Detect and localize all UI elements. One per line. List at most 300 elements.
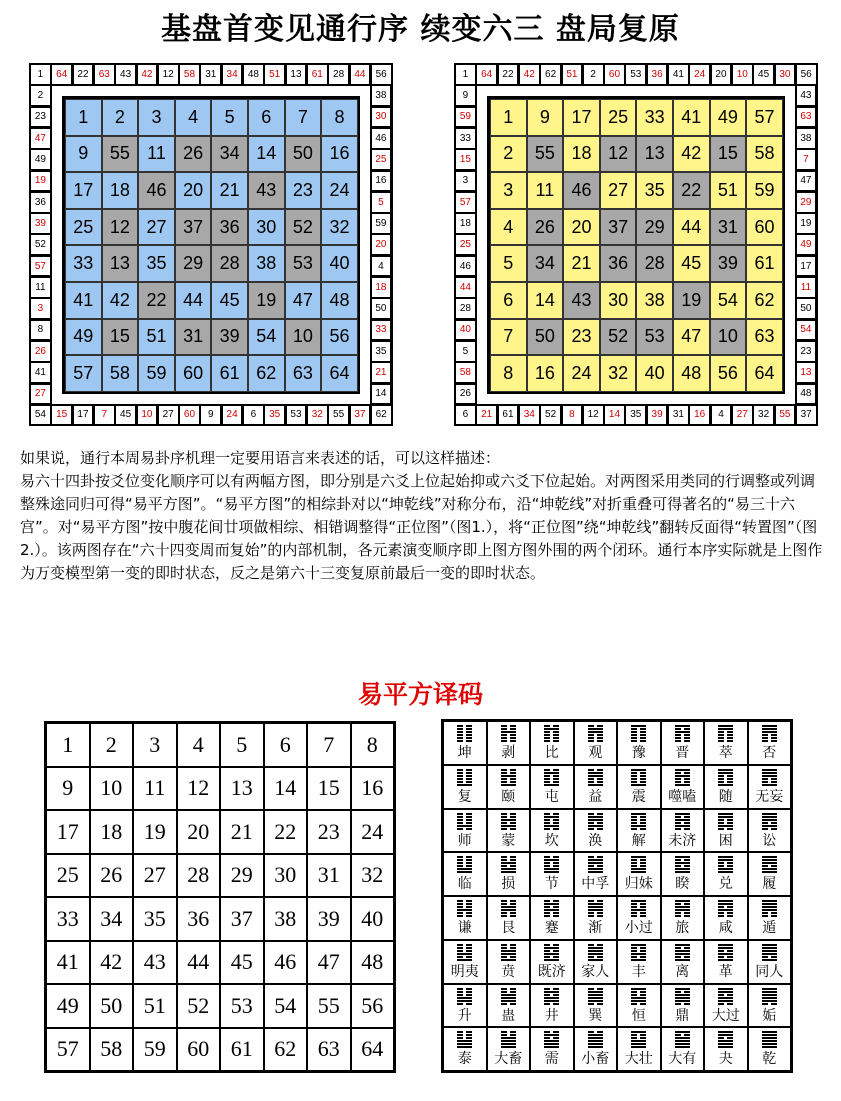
hexagram-symbol-icon bbox=[501, 813, 516, 831]
grid-number: 4 bbox=[490, 209, 527, 246]
grid-number: 38 bbox=[248, 245, 285, 282]
grid-number: 17 bbox=[563, 99, 600, 136]
grid-number: 21 bbox=[563, 245, 600, 282]
rim-number: 44 bbox=[456, 278, 475, 297]
grid-number: 29 bbox=[636, 209, 673, 246]
grid-number: 56 bbox=[710, 355, 747, 392]
grid-number: 10 bbox=[710, 319, 747, 356]
hexagram-name: 复 bbox=[457, 788, 472, 805]
grid-number: 12 bbox=[102, 209, 139, 246]
rim-number: 32 bbox=[754, 406, 773, 424]
rim-number: 59 bbox=[372, 214, 390, 233]
hexagram-name: 蒙 bbox=[501, 832, 516, 849]
grid-number: 59 bbox=[746, 172, 783, 209]
grid-number: 64 bbox=[321, 355, 358, 392]
hexagram-cell bbox=[748, 940, 792, 984]
number-cell: 7 bbox=[307, 723, 351, 767]
hexagram-cell bbox=[617, 721, 661, 765]
grid-number: 36 bbox=[600, 245, 637, 282]
hexagram-symbol-icon bbox=[675, 725, 690, 743]
grid-number: 15 bbox=[710, 136, 747, 173]
hexagram-name: 同人 bbox=[755, 963, 784, 980]
hexagram-name: 噬嗑 bbox=[668, 788, 697, 805]
hexagram-symbol-icon bbox=[718, 856, 733, 874]
hexagram-cell bbox=[704, 852, 748, 896]
rim-number: 46 bbox=[372, 129, 390, 148]
number-cell: 14 bbox=[264, 767, 308, 811]
number-cell: 47 bbox=[307, 941, 351, 985]
number-cell: 43 bbox=[133, 941, 177, 985]
rim-number: 32 bbox=[308, 406, 327, 424]
left-number-board bbox=[29, 63, 393, 426]
number-cell: 29 bbox=[220, 854, 264, 898]
rim-number: 38 bbox=[372, 86, 390, 105]
grid-number: 34 bbox=[211, 136, 248, 173]
number-cell: 17 bbox=[46, 810, 90, 854]
hexagram-cell bbox=[443, 984, 487, 1028]
hexagram-name: 讼 bbox=[762, 832, 777, 849]
number-cell: 41 bbox=[46, 941, 90, 985]
grid-number: 39 bbox=[710, 245, 747, 282]
rim-number: 43 bbox=[116, 65, 135, 84]
hexagram-name: 恒 bbox=[631, 1007, 646, 1024]
rim-number: 39 bbox=[648, 406, 667, 424]
hexagram-cell bbox=[748, 984, 792, 1028]
hexagram-symbol-icon bbox=[501, 725, 516, 743]
grid-number: 17 bbox=[65, 172, 102, 209]
hexagram-name: 既济 bbox=[537, 963, 566, 980]
grid-number: 24 bbox=[321, 172, 358, 209]
rim-number: 28 bbox=[456, 299, 475, 318]
rim-number: 1 bbox=[456, 65, 475, 84]
hexagram-cell bbox=[704, 1027, 748, 1071]
hexagram-symbol-icon bbox=[457, 725, 472, 743]
grid-number: 11 bbox=[527, 172, 564, 209]
hexagram-cell bbox=[704, 984, 748, 1028]
rim-number: 12 bbox=[159, 65, 178, 84]
rim-number: 11 bbox=[797, 278, 815, 297]
number-cell: 27 bbox=[133, 854, 177, 898]
hexagram-symbol-icon bbox=[762, 988, 777, 1006]
rim-number: 64 bbox=[477, 65, 496, 84]
hexagram-name: 乾 bbox=[762, 1051, 777, 1068]
rim-number: 51 bbox=[265, 65, 284, 84]
number-cell: 25 bbox=[46, 854, 90, 898]
hexagram-cell bbox=[704, 809, 748, 853]
hexagram-cell bbox=[574, 940, 618, 984]
rim-number: 33 bbox=[456, 129, 475, 148]
rim-number: 60 bbox=[180, 406, 199, 424]
rim-number: 39 bbox=[31, 214, 50, 233]
rim-number: 19 bbox=[797, 214, 815, 233]
hexagram-name: 萃 bbox=[718, 745, 733, 761]
hexagram-symbol-icon bbox=[718, 1031, 733, 1049]
hexagram-cell bbox=[748, 852, 792, 896]
hexagram-cell bbox=[661, 1027, 705, 1071]
hexagram-symbol-icon bbox=[501, 769, 516, 787]
rim-number: 52 bbox=[541, 406, 560, 424]
hexagram-symbol-icon bbox=[675, 856, 690, 874]
grid-number: 44 bbox=[673, 209, 710, 246]
rim-number: 22 bbox=[74, 65, 93, 84]
rim-number: 8 bbox=[31, 321, 50, 340]
rim-number: 52 bbox=[31, 235, 50, 254]
rim-number: 29 bbox=[797, 193, 815, 212]
hexagram-symbol-icon bbox=[631, 988, 646, 1006]
hexagram-name: 归妹 bbox=[624, 876, 653, 893]
rim-number: 64 bbox=[52, 65, 71, 84]
grid-number: 45 bbox=[211, 282, 248, 319]
grid-number: 57 bbox=[65, 355, 102, 392]
rim-number: 20 bbox=[712, 65, 731, 84]
grid-number: 27 bbox=[600, 172, 637, 209]
grid-number: 58 bbox=[102, 355, 139, 392]
rim-number: 53 bbox=[626, 65, 645, 84]
rim-number: 5 bbox=[372, 193, 390, 212]
grid-number: 33 bbox=[636, 99, 673, 136]
hexagram-cell bbox=[530, 940, 574, 984]
hexagram-name: 升 bbox=[457, 1007, 472, 1024]
grid-number: 63 bbox=[746, 319, 783, 356]
hexagram-name: 益 bbox=[588, 788, 603, 805]
hexagram-name: 师 bbox=[457, 832, 472, 849]
hexagram-name: 旅 bbox=[675, 920, 690, 936]
description-paragraph bbox=[20, 447, 825, 585]
rim-number: 47 bbox=[797, 172, 815, 191]
paragraph-line: 如果说，通行本周易卦序机理一定要用语言来表述的话，可以这样描述： bbox=[20, 449, 501, 467]
rim-number: 54 bbox=[31, 406, 50, 424]
hexagram-cell bbox=[617, 1027, 661, 1071]
rim-number: 7 bbox=[95, 406, 114, 424]
rim-number: 1 bbox=[31, 65, 50, 84]
grid-number: 62 bbox=[248, 355, 285, 392]
grid-number: 48 bbox=[321, 282, 358, 319]
hexagram-cell bbox=[487, 765, 531, 809]
rim-number: 57 bbox=[456, 193, 475, 212]
hexagram-cell bbox=[443, 809, 487, 853]
hexagram-cell bbox=[617, 896, 661, 940]
grid-number: 50 bbox=[527, 319, 564, 356]
rim-number: 9 bbox=[456, 86, 475, 105]
hexagram-name: 贲 bbox=[501, 963, 516, 980]
rim-number: 8 bbox=[563, 406, 582, 424]
rim-number: 62 bbox=[541, 65, 560, 84]
number-cell: 3 bbox=[133, 723, 177, 767]
hexagram-name: 明夷 bbox=[450, 963, 479, 980]
rim-number: 4 bbox=[712, 406, 731, 424]
rim-number: 2 bbox=[584, 65, 603, 84]
grid-number: 53 bbox=[285, 245, 322, 282]
grid-number: 34 bbox=[527, 245, 564, 282]
grid-number: 2 bbox=[490, 136, 527, 173]
hexagram-symbol-icon bbox=[675, 769, 690, 787]
hexagram-cell bbox=[530, 721, 574, 765]
grid-number: 64 bbox=[746, 355, 783, 392]
rim-number: 31 bbox=[669, 406, 688, 424]
grid-number: 35 bbox=[138, 245, 175, 282]
hexagram-cell bbox=[487, 852, 531, 896]
hexagram-symbol-icon bbox=[762, 856, 777, 874]
grid-number: 16 bbox=[527, 355, 564, 392]
rim-number: 27 bbox=[159, 406, 178, 424]
number-cell: 48 bbox=[351, 941, 395, 985]
grid-number: 40 bbox=[321, 245, 358, 282]
rim-number: 31 bbox=[201, 65, 220, 84]
rim-number: 18 bbox=[456, 214, 475, 233]
number-cell: 1 bbox=[46, 723, 90, 767]
grid-number: 51 bbox=[710, 172, 747, 209]
hexagram-name: 无妄 bbox=[755, 788, 784, 805]
rim-number: 54 bbox=[797, 321, 815, 340]
hexagram-symbol-icon bbox=[588, 900, 603, 918]
grid-number: 61 bbox=[211, 355, 248, 392]
grid-number: 25 bbox=[600, 99, 637, 136]
rim-number: 16 bbox=[690, 406, 709, 424]
rim-number: 42 bbox=[520, 65, 539, 84]
number-cell: 50 bbox=[90, 984, 134, 1028]
grid-number: 29 bbox=[175, 245, 212, 282]
hexagram-symbol-icon bbox=[544, 1031, 559, 1049]
hexagram-cell bbox=[661, 852, 705, 896]
number-cell: 59 bbox=[133, 1028, 177, 1072]
number-cell: 24 bbox=[351, 810, 395, 854]
number-cell: 63 bbox=[307, 1028, 351, 1072]
hexagram-name: 小畜 bbox=[581, 1051, 610, 1068]
hexagram-symbol-icon bbox=[675, 1031, 690, 1049]
hexagram-symbol-icon bbox=[588, 988, 603, 1006]
grid-number: 43 bbox=[248, 172, 285, 209]
number-cell: 33 bbox=[46, 897, 90, 941]
grid-number: 55 bbox=[102, 136, 139, 173]
grid-number: 57 bbox=[746, 99, 783, 136]
rim-number: 20 bbox=[372, 235, 390, 254]
grid-number: 6 bbox=[248, 99, 285, 136]
grid-number: 60 bbox=[746, 209, 783, 246]
grid-number: 1 bbox=[65, 99, 102, 136]
hexagram-name: 大壮 bbox=[624, 1051, 653, 1068]
hexagram-name: 丰 bbox=[631, 963, 646, 980]
rim-number: 43 bbox=[797, 86, 815, 105]
number-cell: 37 bbox=[220, 897, 264, 941]
number-cell: 57 bbox=[46, 1028, 90, 1072]
grid-number: 30 bbox=[248, 209, 285, 246]
hexagram-cell bbox=[487, 984, 531, 1028]
rim-number: 61 bbox=[308, 65, 327, 84]
rim-number: 30 bbox=[372, 108, 390, 127]
rim-number: 17 bbox=[74, 406, 93, 424]
number-cell: 12 bbox=[177, 767, 221, 811]
grid-number: 55 bbox=[527, 136, 564, 173]
grid-number: 61 bbox=[746, 245, 783, 282]
hexagram-cell bbox=[617, 809, 661, 853]
number-cell: 23 bbox=[307, 810, 351, 854]
grid-number: 58 bbox=[746, 136, 783, 173]
hexagram-name: 兑 bbox=[718, 876, 733, 893]
paragraph-body: 易六十四卦按爻位变化顺序可以有两幅方图，即分别是六爻上位起始抑或六爻下位起始。对两图采用类同的行调整或列调整殊途同归可得“易平方图”。“易平方图”的相综卦对以“坤乾线”对称分布，沿“坤乾线”对折重叠可得著名的“易三十六宫”。对“易平方图”按中腹花间廿项做相综、相错调整得“正位图”（图1.），将“正位图”绕“坤乾线”翻转反面得“转置图”（图2.）。该两图存在“六十四变周而复始”的内部机制，各元素演变顺序即上图方图外围的两个闭环。通行本序实际就是上图作为万变模型第一变的即时状态，反之是第六十三变复原前最后一变的即时状态。 bbox=[20, 472, 823, 582]
hexagram-cell bbox=[530, 1027, 574, 1071]
hexagram-name: 鼎 bbox=[675, 1007, 690, 1024]
number-cell: 22 bbox=[264, 810, 308, 854]
hexagram-cell bbox=[530, 809, 574, 853]
grid-number: 18 bbox=[563, 136, 600, 173]
hexagram-symbol-icon bbox=[544, 988, 559, 1006]
hexagram-symbol-icon bbox=[544, 725, 559, 743]
hexagram-cell bbox=[661, 984, 705, 1028]
hexagram-cell bbox=[574, 809, 618, 853]
hexagram-cell bbox=[661, 765, 705, 809]
number-cell: 16 bbox=[351, 767, 395, 811]
hexagram-name: 困 bbox=[718, 832, 733, 849]
grid-number: 25 bbox=[65, 209, 102, 246]
rim-number: 35 bbox=[265, 406, 284, 424]
grid-number: 59 bbox=[138, 355, 175, 392]
rim-number: 37 bbox=[797, 406, 816, 424]
hexagram-cell bbox=[443, 1027, 487, 1071]
hexagram-cell bbox=[487, 721, 531, 765]
grid-number: 43 bbox=[563, 282, 600, 319]
rim-number: 15 bbox=[456, 150, 475, 169]
grid-number: 10 bbox=[285, 319, 322, 356]
rim-number: 55 bbox=[776, 406, 795, 424]
hexagram-name: 夬 bbox=[718, 1051, 733, 1068]
hexagram-name: 革 bbox=[718, 963, 733, 980]
rim-number: 9 bbox=[201, 406, 220, 424]
hexagram-symbol-icon bbox=[631, 1031, 646, 1049]
number-cell: 39 bbox=[307, 897, 351, 941]
hexagram-cell bbox=[748, 809, 792, 853]
grid-number: 32 bbox=[600, 355, 637, 392]
rim-number: 63 bbox=[797, 108, 815, 127]
hexagram-name: 履 bbox=[762, 876, 777, 893]
hexagram-name: 涣 bbox=[588, 832, 603, 849]
hexagram-name: 剥 bbox=[501, 745, 516, 761]
hexagram-name: 渐 bbox=[588, 920, 603, 936]
hexagram-name: 姤 bbox=[762, 1007, 777, 1024]
grid-number: 9 bbox=[65, 136, 102, 173]
grid-number: 5 bbox=[211, 99, 248, 136]
hexagram-symbol-icon bbox=[675, 988, 690, 1006]
rim-number: 6 bbox=[456, 406, 475, 424]
hexagram-symbol-icon bbox=[588, 769, 603, 787]
hexagram-cell bbox=[443, 940, 487, 984]
grid-number: 54 bbox=[710, 282, 747, 319]
rim-number: 49 bbox=[797, 235, 815, 254]
rim-number: 48 bbox=[244, 65, 263, 84]
number-cell: 6 bbox=[264, 723, 308, 767]
rim-number: 56 bbox=[372, 65, 391, 84]
hexagram-cell bbox=[704, 721, 748, 765]
grid-number: 8 bbox=[321, 99, 358, 136]
grid-number: 13 bbox=[102, 245, 139, 282]
grid-number: 52 bbox=[600, 319, 637, 356]
grid-number: 28 bbox=[636, 245, 673, 282]
hexagram-name: 蹇 bbox=[544, 920, 559, 936]
rim-number: 33 bbox=[372, 321, 390, 340]
hexagram-symbol-icon bbox=[762, 1031, 777, 1049]
rim-number: 23 bbox=[31, 108, 50, 127]
hexagram-name: 大有 bbox=[668, 1051, 697, 1068]
hexagram-symbol-icon bbox=[501, 944, 516, 962]
grid-number: 14 bbox=[527, 282, 564, 319]
hexagram-symbol-icon bbox=[588, 1031, 603, 1049]
number-cell: 55 bbox=[307, 984, 351, 1028]
grid-number: 15 bbox=[102, 319, 139, 356]
rim-number: 21 bbox=[477, 406, 496, 424]
grid-number: 16 bbox=[321, 136, 358, 173]
number-cell: 15 bbox=[307, 767, 351, 811]
rim-number: 60 bbox=[605, 65, 624, 84]
grid-number: 14 bbox=[248, 136, 285, 173]
hexagram-cell bbox=[617, 984, 661, 1028]
rim-number: 27 bbox=[31, 385, 50, 404]
grid-number: 32 bbox=[321, 209, 358, 246]
hexagram-symbol-icon bbox=[718, 725, 733, 743]
number-cell: 64 bbox=[351, 1028, 395, 1072]
rim-number: 18 bbox=[372, 278, 390, 297]
hexagram-symbol-icon bbox=[762, 725, 777, 743]
number-cell: 54 bbox=[264, 984, 308, 1028]
rim-number: 2 bbox=[31, 86, 50, 105]
hexagram-symbol-icon bbox=[457, 813, 472, 831]
hexagram-cell bbox=[661, 940, 705, 984]
hexagram-cell bbox=[443, 896, 487, 940]
hexagram-cell bbox=[748, 1027, 792, 1071]
hexagram-name: 遁 bbox=[762, 920, 777, 936]
rim-number: 45 bbox=[116, 406, 135, 424]
grid-number: 3 bbox=[138, 99, 175, 136]
grid-number: 8 bbox=[490, 355, 527, 392]
hexagram-cell bbox=[574, 852, 618, 896]
hexagram-name: 屯 bbox=[544, 788, 559, 805]
rim-number: 63 bbox=[95, 65, 114, 84]
rim-number: 17 bbox=[797, 257, 815, 276]
rim-number: 11 bbox=[31, 278, 50, 297]
number-cell: 32 bbox=[351, 854, 395, 898]
grid-number: 5 bbox=[490, 245, 527, 282]
number-cell: 28 bbox=[177, 854, 221, 898]
rim-number: 55 bbox=[329, 406, 348, 424]
page-title: 基盘首变见通行序 续变六三 盘局复原 bbox=[161, 12, 680, 47]
hexagram-symbol-icon bbox=[718, 900, 733, 918]
hexagram-name: 睽 bbox=[675, 876, 690, 893]
rim-number: 59 bbox=[456, 108, 475, 127]
hexagram-name: 豫 bbox=[631, 745, 646, 761]
number-cell: 11 bbox=[133, 767, 177, 811]
rim-number: 5 bbox=[456, 342, 475, 361]
hexagram-name: 否 bbox=[762, 745, 777, 761]
number-cell: 4 bbox=[177, 723, 221, 767]
grid-number: 37 bbox=[600, 209, 637, 246]
rim-number: 15 bbox=[52, 406, 71, 424]
rim-number: 10 bbox=[733, 65, 752, 84]
rim-number: 22 bbox=[499, 65, 518, 84]
grid-number: 56 bbox=[321, 319, 358, 356]
hexagram-cell bbox=[443, 721, 487, 765]
rim-number: 36 bbox=[648, 65, 667, 84]
rim-number: 14 bbox=[372, 385, 390, 404]
hexagram-name: 晋 bbox=[675, 745, 690, 761]
rim-number: 27 bbox=[733, 406, 752, 424]
hexagram-name: 井 bbox=[544, 1007, 559, 1024]
number-cell: 60 bbox=[177, 1028, 221, 1072]
hexagram-symbol-icon bbox=[457, 988, 472, 1006]
rim-number: 38 bbox=[797, 129, 815, 148]
grid-number: 4 bbox=[175, 99, 212, 136]
hexagram-cell bbox=[487, 896, 531, 940]
rim-number: 13 bbox=[797, 363, 815, 382]
hexagram-name: 未济 bbox=[668, 832, 697, 849]
grid-number: 45 bbox=[673, 245, 710, 282]
